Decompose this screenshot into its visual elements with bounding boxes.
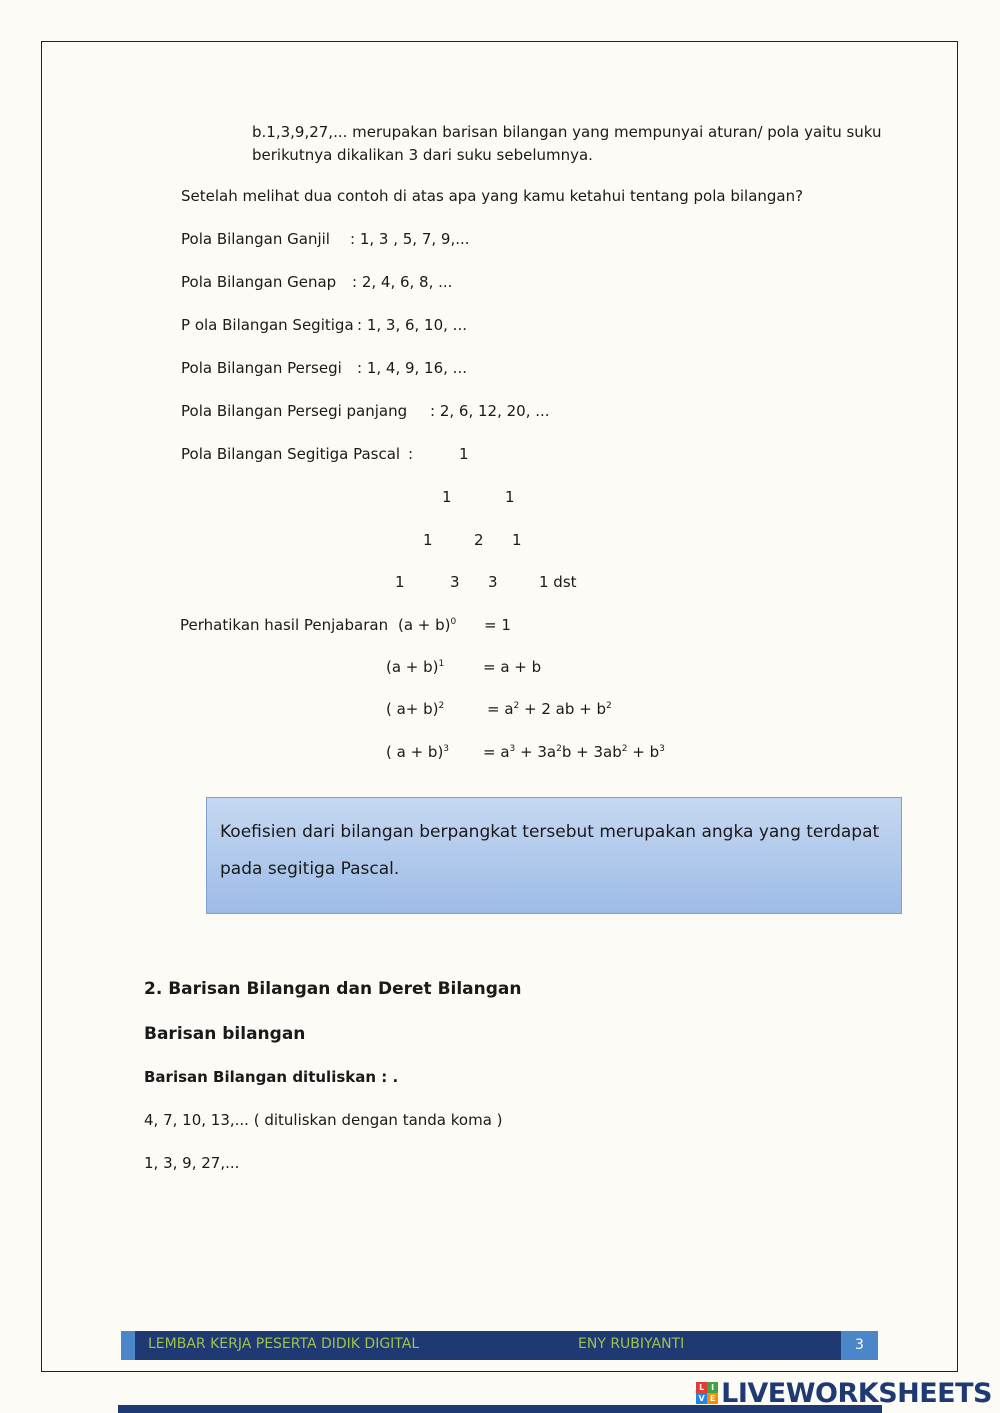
expansion-eq2-lhs: ( a+ b)$^2$ — [386, 700, 445, 718]
pattern-value-triangle: : 1, 3, 6, 10, ... — [357, 316, 467, 334]
footer-title: LEMBAR KERJA PESERTA DIDIK DIGITAL — [148, 1336, 420, 1352]
pascal-r3-c1: 1 — [423, 531, 433, 549]
footer-author: ENY RUBIYANTI — [578, 1336, 685, 1352]
sequence-example-1: 4, 7, 10, 13,... ( dituliskan dengan tanda koma ) — [144, 1111, 503, 1129]
pattern-label-pascal: Pola Bilangan Segitiga Pascal — [181, 445, 401, 463]
section-heading: 2. Barisan Bilangan dan Deret Bilangan — [144, 979, 522, 999]
pascal-r2-c2: 1 — [505, 488, 515, 506]
pascal-r4-c2: 3 — [450, 573, 460, 591]
page-footer — [121, 1331, 878, 1360]
intro-line-1: b.1,3,9,27,... merupakan barisan bilangan yang mempunyai aturan/ pola yaitu suku — [252, 123, 882, 141]
pattern-label-odd: Pola Bilangan Ganjil — [181, 230, 330, 248]
pascal-note-box: Koefisien dari bilangan berpangkat tersebut merupakan angka yang terdapat pada segitiga Pascal. — [206, 797, 902, 914]
pattern-value-rectangle: : 2, 6, 12, 20, ... — [430, 402, 550, 420]
liveworksheets-brand[interactable] — [696, 1378, 992, 1408]
liveworksheets-logo-icon: L I V E — [696, 1382, 718, 1404]
pattern-label-square: Pola Bilangan Persegi — [181, 359, 342, 377]
pascal-r4-c4: 1 dst — [539, 573, 577, 591]
pascal-r2-c1: 1 — [442, 488, 452, 506]
pascal-r1-c1: 1 — [459, 445, 469, 463]
pascal-r4-c3: 3 — [488, 573, 498, 591]
pascal-r4-c1: 1 — [395, 573, 405, 591]
expansion-intro: Perhatikan hasil Penjabaran — [180, 616, 389, 634]
intro-line-2: berikutnya dikalikan 3 dari suku sebelumnya. — [252, 146, 593, 164]
pattern-value-pascal: : — [408, 445, 414, 463]
expansion-eq3-rhs: = $a^3 + 3a^2b + 3ab^2 + b^3$ — [483, 743, 665, 761]
pattern-value-even: : 2, 4, 6, 8, ... — [352, 273, 453, 291]
section-subheading: Barisan bilangan — [144, 1024, 306, 1044]
pattern-label-rectangle: Pola Bilangan Persegi panjang — [181, 402, 408, 420]
expansion-eq0-rhs: = 1 — [484, 616, 511, 634]
pascal-r3-c2: 2 — [474, 531, 484, 549]
expansion-eq0-lhs: $(a + b)^0$ — [398, 616, 457, 634]
sequence-example-2: 1, 3, 9, 27,... — [144, 1154, 240, 1172]
pattern-value-odd: : 1, 3 , 5, 7, 9,... — [350, 230, 470, 248]
pattern-label-triangle: P ola Bilangan Segitiga — [181, 316, 354, 334]
intro-paragraph — [252, 121, 892, 167]
pattern-value-square: : 1, 4, 9, 16, ... — [357, 359, 467, 377]
page-number: 3 — [841, 1331, 878, 1360]
brand-name: LIVEWORKSHEETS — [721, 1377, 992, 1409]
expansion-eq1-lhs: $(a + b)^1$ — [386, 658, 445, 676]
written-label: Barisan Bilangan dituliskan : . — [144, 1068, 399, 1086]
pascal-r3-c3: 1 — [512, 531, 522, 549]
pattern-label-even: Pola Bilangan Genap — [181, 273, 337, 291]
expansion-eq1-rhs: = a + b — [483, 658, 542, 676]
expansion-eq2-rhs: = $a^2 + 2$ ab + $b^2$ — [487, 700, 612, 718]
question-text: Setelah melihat dua contoh di atas apa yang kamu ketahui tentang pola bilangan? — [181, 187, 804, 205]
expansion-eq3-lhs: ( a + b)$^3$ — [386, 743, 450, 761]
